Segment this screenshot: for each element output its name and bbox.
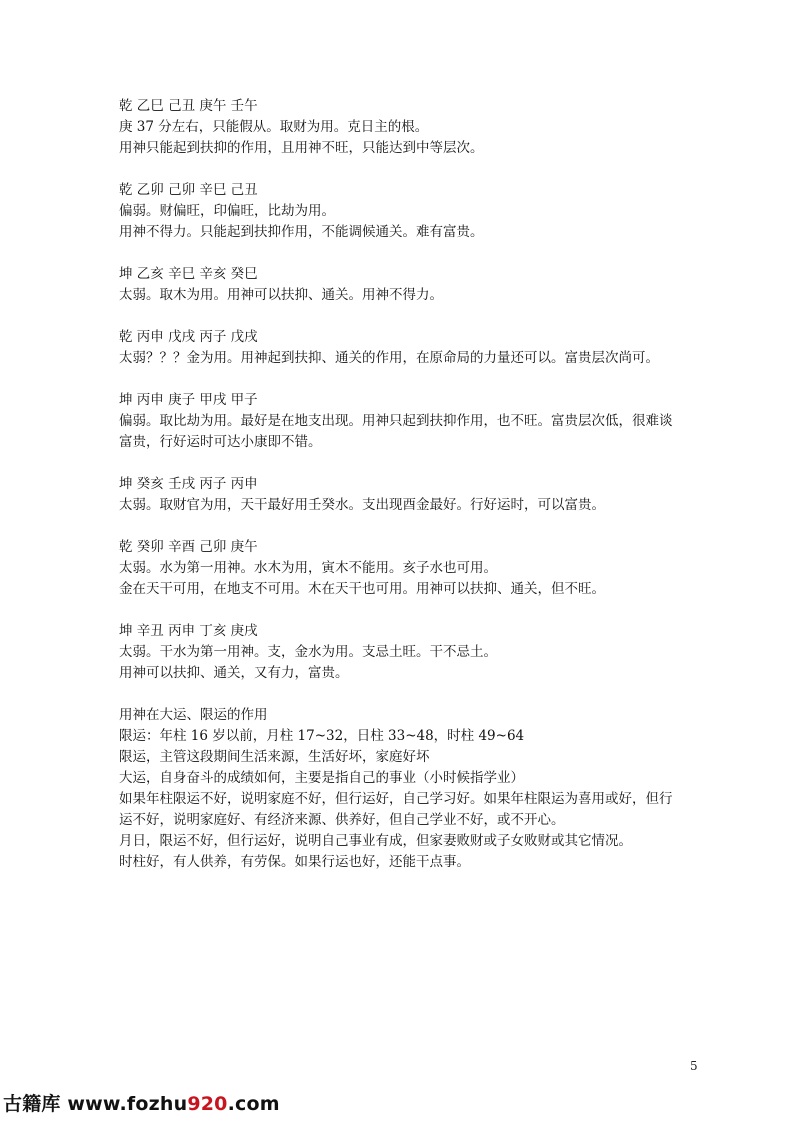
block-heading: 乾 乙卯 己卯 辛巳 己丑 — [119, 182, 258, 198]
paragraph-gap — [119, 306, 709, 327]
paragraph-gap — [119, 516, 709, 537]
text-line: 运不好，说明家庭好、有经济来源、供养好，但自己学业不好，或不开心。 — [119, 812, 565, 828]
text-line: 富贵，行好运时可达小康即不错。 — [119, 434, 322, 450]
block-heading: 乾 乙巳 己丑 庚午 壬午 — [119, 98, 258, 114]
block-heading: 乾 癸卯 辛酉 己卯 庚午 — [119, 539, 258, 555]
paragraph-block — [119, 390, 709, 453]
block-heading: 坤 癸亥 壬戌 丙子 丙申 — [119, 476, 258, 492]
paragraph-gap — [119, 243, 709, 264]
document-body — [119, 96, 709, 873]
paragraph-block — [119, 264, 709, 306]
text-line: 用神不得力。只能起到扶抑作用，不能调候通关。难有富贵。 — [119, 224, 484, 240]
text-line: 太弱。干水为第一用神。支，金水为用。支忌土旺。干不忌土。 — [119, 644, 497, 660]
block-heading: 坤 丙申 庚子 甲戌 甲子 — [119, 392, 258, 408]
paragraph-block — [119, 621, 709, 684]
text-line: 太弱？？？金为用。用神起到扶抑、通关的作用，在原命局的力量还可以。富贵层次尚可。 — [119, 350, 659, 366]
paragraph-gap — [119, 453, 709, 474]
page-number: 5 — [690, 1059, 698, 1073]
text-line: 如果年柱限运不好，说明家庭不好，但行运好，自己学习好。如果年柱限运为喜用或好，但行 — [119, 791, 673, 807]
paragraph-gap — [119, 369, 709, 390]
text-line: 偏弱。财偏旺，印偏旺，比劫为用。 — [119, 203, 335, 219]
text-line: 用神可以扶抑、通关，又有力，富贵。 — [119, 665, 349, 681]
block-heading: 用神在大运、限运的作用 — [119, 707, 268, 723]
block-heading: 坤 辛丑 丙申 丁亥 庚戌 — [119, 623, 258, 639]
paragraph-block — [119, 537, 709, 600]
paragraph-gap — [119, 600, 709, 621]
watermark-digits: 920 — [187, 1093, 228, 1115]
paragraph-block — [119, 180, 709, 243]
paragraph-gap — [119, 159, 709, 180]
text-line: 时柱好，有人供养，有劳保。如果行运也好，还能干点事。 — [119, 854, 470, 870]
text-line: 月日，限运不好，但行运好，说明自己事业有成，但家妻败财或子女败财或其它情况。 — [119, 833, 632, 849]
paragraph-block — [119, 327, 709, 369]
text-line: 限运：年柱 16 岁以前，月柱 17~32，日柱 33~48，时柱 49~64 — [119, 728, 525, 744]
text-line: 太弱。水为第一用神。水木为用，寅木不能用。亥子水也可用。 — [119, 560, 497, 576]
paragraph-block — [119, 96, 709, 159]
paragraph-gap — [119, 684, 709, 705]
block-heading: 坤 乙亥 辛巳 辛亥 癸巳 — [119, 266, 258, 282]
text-line: 太弱。取木为用。用神可以扶抑、通关。用神不得力。 — [119, 287, 443, 303]
site-watermark — [3, 1089, 280, 1116]
text-line: 大运，自身奋斗的成绩如何，主要是指自己的事业（小时候指学业） — [119, 770, 524, 786]
paragraph-block — [119, 705, 709, 873]
paragraph-block — [119, 474, 709, 516]
text-line: 太弱。取财官为用，天干最好用壬癸水。支出现酉金最好。行好运时，可以富贵。 — [119, 497, 605, 513]
text-line: 庚 37 分左右，只能假从。取财为用。克日主的根。 — [119, 119, 429, 135]
watermark-suffix: .com — [227, 1093, 280, 1115]
watermark-prefix: 古籍库 www.fozhu — [3, 1093, 188, 1115]
text-line: 金在天干可用，在地支不可用。木在天干也可用。用神可以扶抑、通关，但不旺。 — [119, 581, 605, 597]
text-line: 限运，主管这段期间生活来源，生活好坏，家庭好坏 — [119, 749, 430, 765]
text-line: 用神只能起到扶抑的作用，且用神不旺，只能达到中等层次。 — [119, 140, 484, 156]
block-heading: 乾 丙申 戊戌 丙子 戊戌 — [119, 329, 258, 345]
text-line: 偏弱。取比劫为用。最好是在地支出现。用神只起到扶抑作用，也不旺。富贵层次低，很难谈 — [119, 413, 673, 429]
